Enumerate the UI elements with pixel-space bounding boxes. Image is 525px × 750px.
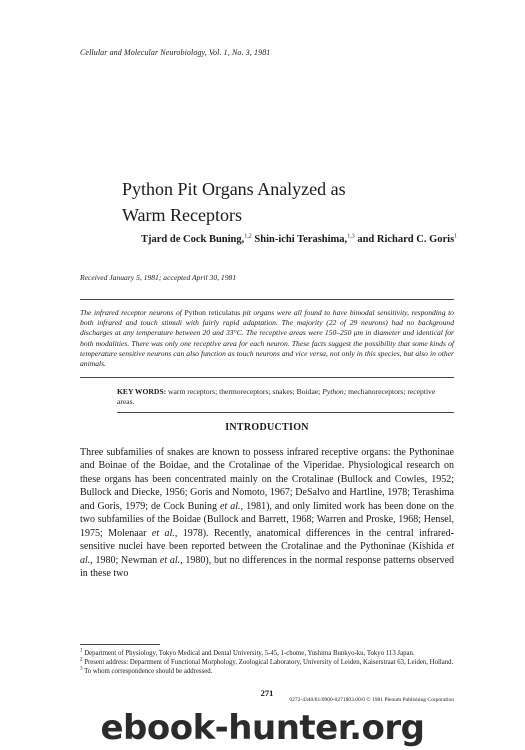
footnotes bbox=[80, 650, 454, 676]
abstract-species: Python reticulatus bbox=[184, 308, 241, 317]
intro-text-3: , 1978). Recently, anatomical differences in the central infrared-sensitive nuclei have been reported between the Crotalinae and the Pythoninae (Kishida bbox=[80, 527, 455, 553]
copyright-line: 0272-4340/81/0900-0271$03.00/0 © 1981 Plenum Publishing Corporation bbox=[289, 697, 454, 703]
author-2-affiliation: 1,3 bbox=[347, 233, 355, 240]
title-line-1: Python Pit Organs Analyzed as bbox=[122, 179, 346, 199]
intro-etal-3: et al. bbox=[80, 541, 454, 566]
footnote-2 bbox=[80, 659, 454, 668]
abstract-text-2: pit organs were all found to have bimodal sensitivity, responding to both infrared and touch stimuli with fairly rapid adaptation. The majority (22 of 29 neurons) had no background discharges at any temperature between 20 and 33°C. The receptive areas were 150–250 μm in diameter and identical for both modalities. There was only one receptive area for each neuron. These facts suggest the possibility that some kinds of temperature sensitive neurons can also function as touch neurons and vice versa, not only in this species, but also in other animals. bbox=[80, 308, 454, 369]
intro-text-5: , 1980), but no differences in the normal response patterns observed in these two bbox=[80, 554, 455, 580]
author-3-affiliation: 1 bbox=[454, 233, 458, 240]
page-number: 271 bbox=[260, 688, 274, 698]
footnote-3-mark: 3 bbox=[80, 666, 83, 672]
intro-etal-2: et al. bbox=[151, 527, 175, 539]
section-heading-introduction: INTRODUCTION bbox=[225, 422, 309, 433]
author-1: Tjard de Cock Buning, bbox=[141, 234, 245, 245]
article-title bbox=[122, 176, 452, 228]
footnote-1 bbox=[80, 650, 454, 659]
received-date: Received January 5, 1981; accepted April 30, 1981 bbox=[80, 273, 237, 282]
footnote-2-text: Present address: Department of Functional Morphology, Zoological Laboratory, University of Leiden, Kaiserstraat 63, Leiden, Holland. bbox=[82, 658, 454, 666]
abstract bbox=[80, 308, 454, 369]
footnote-1-mark: 1 bbox=[80, 648, 83, 654]
author-2: Shin-ichi Terashima, bbox=[254, 234, 348, 245]
author-3: and Richard C. Goris bbox=[357, 234, 455, 245]
intro-etal-4: et al. bbox=[159, 554, 181, 566]
abstract-text-1: The infrared receptor neurons of bbox=[80, 308, 185, 317]
keywords-text-2: mechanoreceptors; receptive areas. bbox=[117, 387, 436, 407]
author-1-affiliation: 1,2 bbox=[244, 233, 252, 240]
keywords bbox=[117, 387, 454, 407]
footnote-3-text: To whom correspondence should be addressed. bbox=[82, 667, 213, 675]
watermark-text: ebook-hunter.org bbox=[100, 708, 425, 748]
keywords-label: KEY WORDS: bbox=[117, 387, 167, 396]
keywords-bottom-rule bbox=[117, 412, 454, 413]
keywords-italic: Python; bbox=[322, 387, 347, 396]
journal-header: Cellular and Molecular Neurobiology, Vol. 1, No. 3, 1981 bbox=[80, 48, 271, 57]
intro-etal-1: et al. bbox=[220, 500, 241, 512]
footnote-2-mark: 2 bbox=[80, 657, 83, 663]
footnote-1-text: Department of Physiology, Tokyo Medical and Dental University, 5-45, 1-chome, Yushima Bunkyo-ku, Tokyo 113 Japan. bbox=[82, 650, 415, 657]
introduction-paragraph bbox=[80, 446, 454, 581]
keywords-text-1: warm receptors; thermoreceptors; snakes; Boidae; bbox=[166, 387, 323, 396]
intro-text-2: , 1981), and only limited work has been done on the two subfamilies of the Boidae (Bullock and Barrett, 1968; Warren and Proske, 1968; Hensel, 1975; Molenaar bbox=[80, 500, 454, 539]
footnote-rule bbox=[80, 644, 160, 645]
abstract-top-rule bbox=[80, 299, 454, 300]
intro-text-4: , 1980; Newman bbox=[90, 554, 160, 566]
author-list bbox=[141, 232, 461, 247]
title-line-2: Warm Receptors bbox=[122, 205, 243, 225]
intro-text-1: Three subfamilies of snakes are known to possess infrared receptive organs: the Pythoninae and Boinae of the Boidae, and the Crotalinae of the Viperidae. Physiological research on these organs has been concentrated mainly on the Crotalinae (Bullock and Cowles, 1952; Bullock and Diecke, 1956; Goris and Nomoto, 1967; DeSalvo and Hartline, 1978; Terashima and Goris, 1979; de Cock Buning bbox=[80, 447, 454, 512]
footnote-3 bbox=[80, 668, 454, 677]
abstract-bottom-rule bbox=[80, 377, 454, 378]
